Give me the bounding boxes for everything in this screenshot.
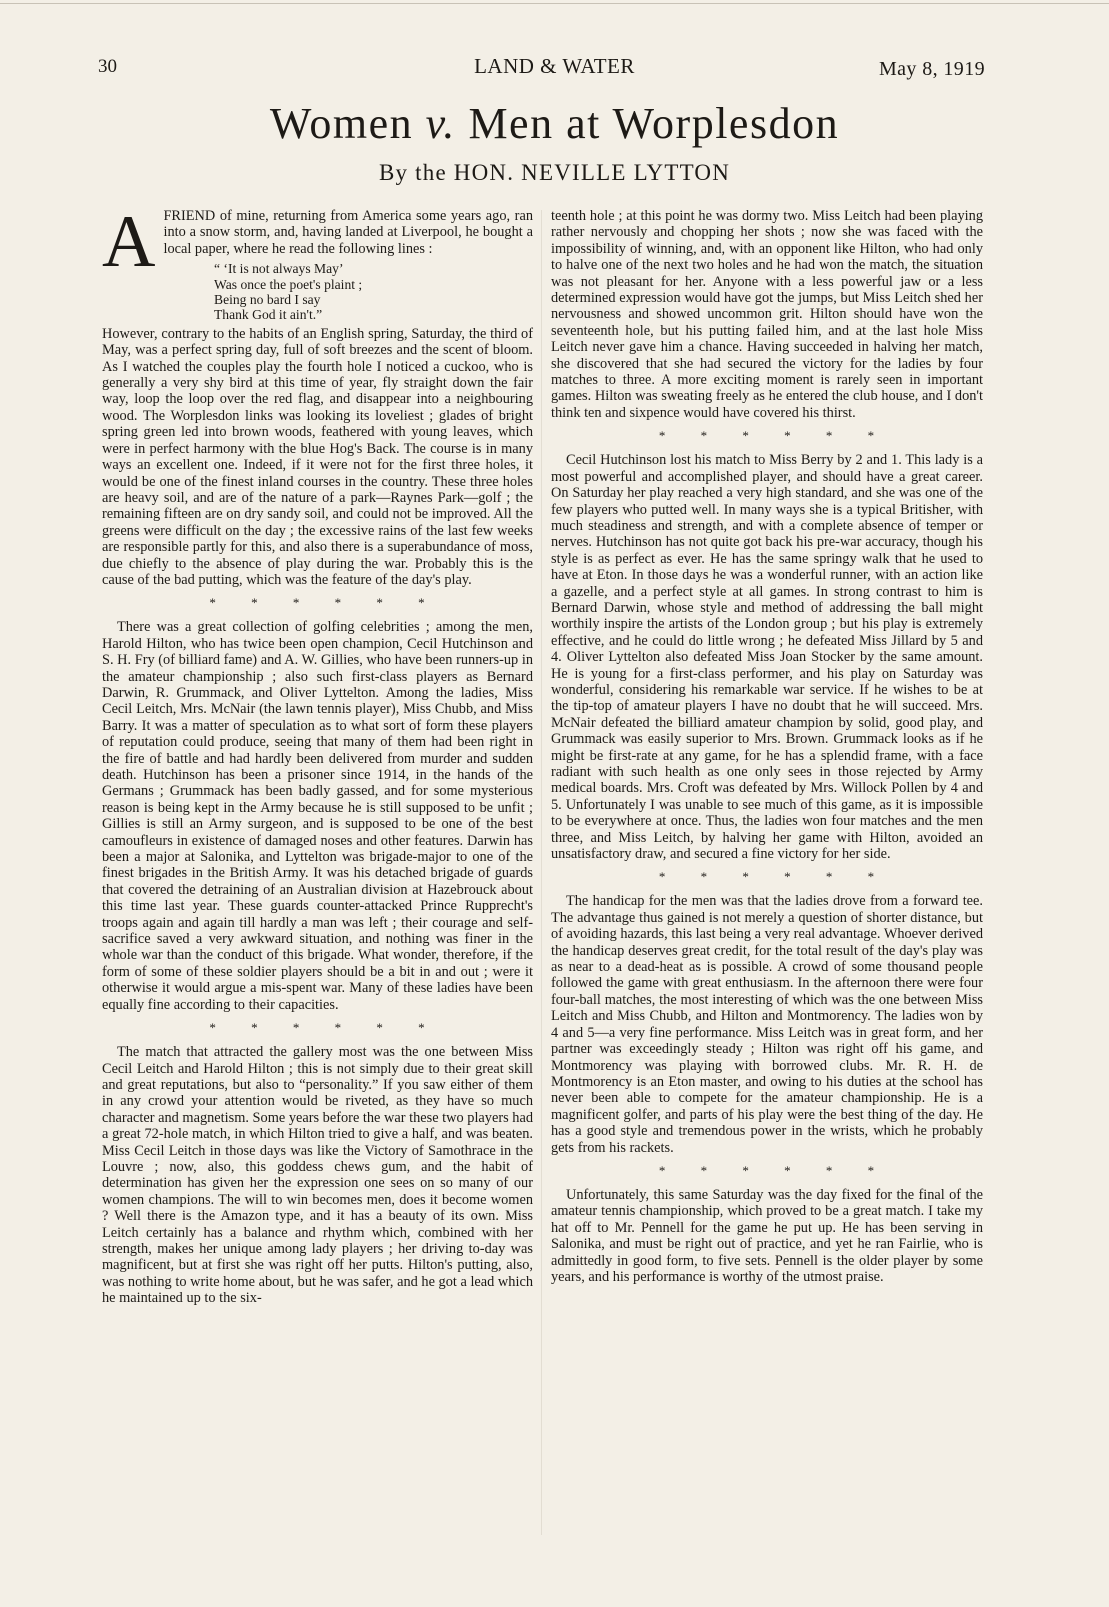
body-paragraph: The handicap for the men was that the ladies drove from a forward tee. The advantage thus gained is not merely a question of shorter distance, but of avoiding hazards, this last being a very real advantage. Whoever derived the handicap deserves great credit, for the total result of the day's play was as near to a dead-heat as is possible. A crowd of some thousand people followed the game with great enthusiasm. In the afternoon there were four four-ball matches, the most interesting of which was the one between Miss Leitch and Miss Chubb, and Hilton and Montmorency. The ladies won by 4 and 5—a very fine performance. Miss Leitch was in great form, and her partner was exceedingly steady ; Hilton was right off his game, and Montmorency was playing with borrowed clubs. Mr. R. H. de Montmorency is an Eton master, and owing to his duties at the school has never been able to compete for the amateur championship. He is a magnificent golfer, and parts of his play were the best thing of the day. He has a good style and tremendous power in the wrists, which he probably gets from his rackets.	[551, 893, 983, 1156]
column-divider	[541, 210, 542, 1535]
section-break: * * * * * *	[658, 1162, 876, 1178]
article-column-right	[551, 208, 983, 1289]
section-break: * * * * * *	[209, 1020, 426, 1036]
section-break: * * * * * *	[209, 595, 426, 611]
section-break: * * * * * *	[658, 869, 876, 885]
verse-line: “ ‘It is not always May’	[214, 261, 344, 277]
section-break: * * * * * *	[658, 428, 876, 444]
body-paragraph: There was a great collection of golfing celebrities ; among the men, Harold Hilton, who has twice been open champion, Cecil Hutchinson and S. H. Fry (of billiard fame) and A. W. Gillies, who have been runners-up in the amateur championship ; also such first-class players as Bernard Darwin, R. Grummack, and Oliver Lyttelton. Among the ladies, Miss Cecil Leitch, Mrs. McNair (the lawn tennis player), Miss Chubb, and Miss Barry. It was a matter of speculation as to what sort of form these players of reputation could produce, seeing that many of them had been right in the fire of battle and had hardly been delivered from murder and sudden death. Hutchinson has been a prisoner since 1914, in the hands of the Germans ; Grummack has been badly gassed, and for some mysterious reason is being kept in the Army because he is still supposed to be unfit ; Gillies is still an Army surgeon, and is supposed to be one of the best camoufleurs in existence of damaged noses and other features. Darwin has been a major at Salonika, and Lyttelton was brigade-major to one of the finest brigades in the British Army. It was his detached brigade of guards that covered the detraining of an Australian division at Hazebrouck about this time last year. These guards counter-attacked Prince Rupprecht's troops again and again till hardly a man was left ; their courage and self-sacrifice saved a very awkward situation, and nothing was finer in the whole war than the conduct of this brigade. What wonder, therefore, if the form of some of these soldier players should be a bit in and out ; were it otherwise it would argue a mis-spent war. Many of these ladies have been equally fine according to their capacities.	[102, 619, 533, 1013]
verse-line: Was once the poet's plaint ;	[214, 276, 363, 292]
body-paragraph: Cecil Hutchinson lost his match to Miss Berry by 2 and 1. This lady is a most powerful and accomplished player, and should have a great career. On Saturday her play reached a very high standard, and she was one of the few players who putted well. In many ways she is a typical Britisher, with much steadiness and strength, and with a complete absence of temper or nerves. Hutchinson has not quite got back his pre-war accuracy, though his style is as perfect as ever. He has the same springy walk that he used to have at Eton. In those days he was a wonderful runner, with an action like a gazelle, and a perfect style at all games. In strong contrast to him is Bernard Darwin, whose style and method of addressing the ball might worthily inspire the artists of the London group ; but his play is extremely effective, and he could do little wrong ; he defeated Miss Jillard by 5 and 4. Oliver Lyttelton also defeated Miss Joan Stocker by the same amount. He is young for a first-class performer, and his play on Saturday was wonderful, considering his remarkable war service. If he wishes to be at the tip-top of amateur players I have no doubt that he will succeed. Mrs. McNair defeated the billiard amateur champion by solid, good play, and Grummack was easily superior to Mrs. Brown. Grummack looks as if he might be first-rate at any game, for he has a splendid frame, with a face radiant with such health as one only sees in those rejected by Army medical boards. Mrs. Croft was defeated by Mrs. Willock Pollen by 4 and 5. Unfortunately I was unable to see much of this game, as it is impossible to be everywhere at once. Thus, the ladies won four matches and the men three, and Miss Leitch, by halving her game with Hilton, avoided an unsatisfactory draw, and secured a fine victory for her side.	[551, 452, 983, 863]
drop-cap: A	[102, 201, 156, 283]
verse-line: Thank God it ain't.”	[214, 307, 323, 323]
top-rule	[0, 3, 1109, 4]
title-versus: v.	[425, 99, 456, 148]
body-paragraph: However, contrary to the habits of an English spring, Saturday, the third of May, was a perfect spring day, full of soft breezes and the scent of bloom. As I watched the couples play the fourth hole I noticed a cuckoo, who is generally a very shy bird at this time of year, fly straight down the fair way, loop the loop over the red flag, and disappear into a neighbouring wood. The Worplesdon links was looking its loveliest ; glades of bright spring green led into brown woods, feathered with young leaves, which were in perfect harmony with the blue Hog's Back. The course is in many ways an excellent one. Indeed, if it were not for the first three holes, it would be one of the finest inland courses in the country. These three holes are heavy soil, and are of the nature of a park—Raynes Park—golf ; the remaining fifteen are on dry sandy soil, and could not be improved. All the greens were difficult on the day ; the excessive rains of the last few weeks are responsible partly for this, and also there is a superabundance of moss, due chiefly to the absence of play during the war. Probably this is the cause of the bad putting, which was the feature of the day's play.	[102, 325, 533, 588]
verse-quote	[214, 261, 533, 323]
body-paragraph: The match that attracted the gallery most was the one between Miss Cecil Leitch and Harold Hilton ; this is not simply due to their great skill and great reputations, but also to “personality.” If you saw either of them in any crowd your attention would be riveted, as they have so much character and magnetism. Some years before the war these two players had a great 72-hole match, in which Hilton tried to give a half, and was beaten. Miss Cecil Leitch in those days was like the Victory of Samothrace in the Louvre ; now, also, this goddess chews gum, and the habit of determination has given her the expression one sees on so many of our women champions. The will to win becomes men, does it become women ? Well there is the Amazon type, and it has a beauty of its own. Miss Leitch certainly has a balance and rhythm which, combined with her strength, makes her unique among lady players ; her driving to-day was magnificent, but at first she was right off her putts. Hilton's putting, also, was nothing to write home about, but he was safer, and he got a lead which he maintained up to the six-	[102, 1044, 533, 1307]
verse-line: Being no bard I say	[214, 292, 321, 308]
issue-date: May 8, 1919	[878, 58, 985, 80]
body-paragraph: teenth hole ; at this point he was dormy two. Miss Leitch had been playing rather nervously and chopping her shots ; now she was faced with the impossibility of winning, and, with an opponent like Hilton, who had only to halve one of the next two holes and he had won the match, the situation was not pleasant for her. Anyone with a less powerful jaw or a less determined expression would have got the jumps, but Miss Leitch shed her nervousness and showed uncommon grit. Hilton should have won the seventeenth hole, but his putting failed him, and at the last hole Miss Leitch never gave him a chance. Having succeeded in halving her match, she discovered that she had secured the victory for the ladies by four matches to three. A more exciting moment is rarely seen in important games. Hilton was sweating freely as he entered the club house, and I don't think ten and sixpence would have covered his thirst.	[551, 208, 983, 421]
body-paragraph: Unfortunately, this same Saturday was the day fixed for the final of the amateur tennis championship, which proved to be a great match. I take my hat off to Mr. Pennell for the game he put up. He has been serving in Salonika, and must be right out of practice, and yet he ran Fairlie, who is admittedly in good form, to five sets. Pennell is the older player by some years, and his performance is worthy of the utmost praise.	[551, 1186, 983, 1285]
article-column-left	[102, 201, 533, 1311]
page-number: 30	[98, 56, 117, 77]
article-title: Women v. Men at Worplesdon	[269, 99, 840, 148]
intro-text: FRIEND of mine, returning from America some years ago, ran into a snow storm, and, having landed at Liverpool, he bought a local paper, where he read the following lines :	[163, 208, 533, 257]
publication-masthead: LAND & WATER	[474, 54, 635, 78]
article-byline: By the HON. NEVILLE LYTTON	[378, 160, 731, 185]
